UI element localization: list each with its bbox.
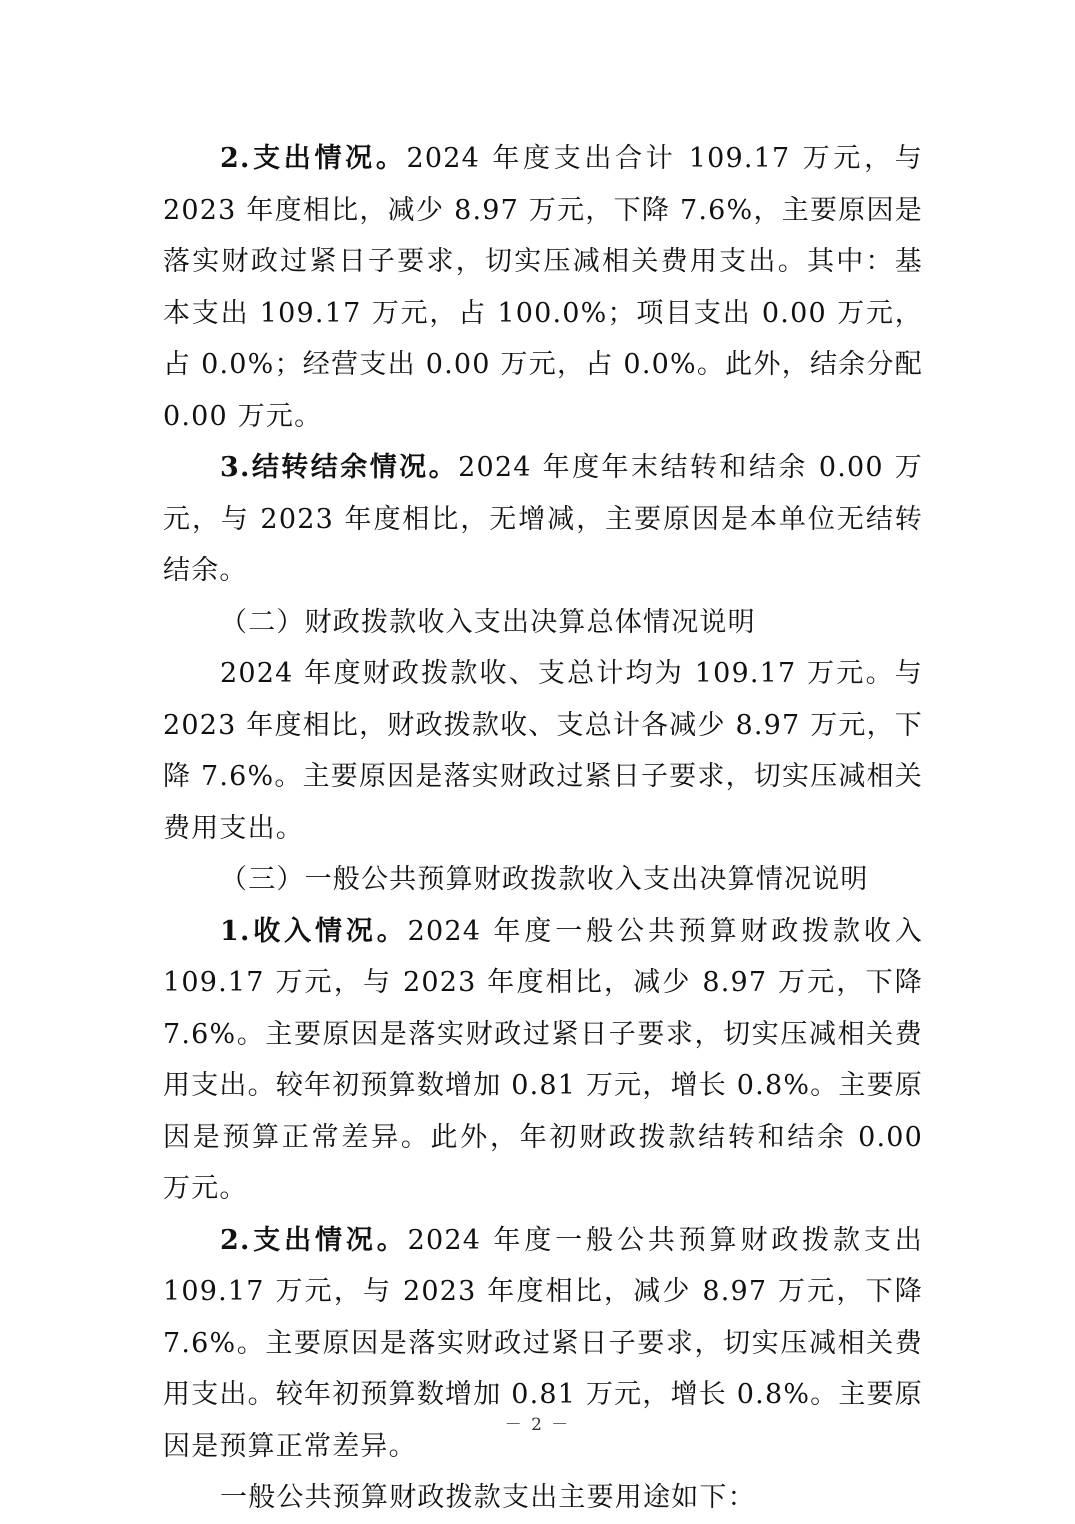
page-number: － 2 － (504, 1415, 571, 1435)
paragraph-fiscal-total: 2024 年度财政拨款收、支总计均为 109.17 万元。与 2023 年度相比，财政拨款收、支总计各减少 8.97 万元，下降 7.6%。主要原因是落实财政过紧日子要求，切实压减相关费用支出。 (163, 658, 923, 844)
paragraph-text: 2024 年度年末结转和结余 0.00 万元，与 2023 年度相比，无增减，主要原因是本单位无结转结余。 (163, 452, 923, 586)
paragraph-text: 2024 年度一般公共预算财政拨款支出 109.17 万元，与 2023 年度相比，减少 8.97 万元，下降 7.6%。主要原因是落实财政过紧日子要求，切实压减相关费用支出。较年初预算数增加 0.81 万元，增长 0.8%。主要原因是预算正常差异。 (163, 1224, 923, 1462)
section-heading-general-budget: （三）一般公共预算财政拨款收入支出决算情况说明 (220, 864, 869, 895)
paragraph-general-income (163, 906, 923, 1215)
paragraph-lead: 3.结转结余情况。 (220, 452, 459, 483)
paragraph-lead: 2.支出情况。 (220, 1224, 408, 1256)
paragraph-text: 2024 年度支出合计 109.17 万元，与 2023 年度相比，减少 8.97 万元，下降 7.6%，主要原因是落实财政过紧日子要求，切实压减相关费用支出。其中：基本支出 109.17 万元，占 100.0%；项目支出 0.00 万元，占 0.0%；经营支出 0.00 万元，占 0.0%。此外，结余分配 0.00 万元。 (163, 143, 923, 432)
document-page (163, 133, 923, 1524)
paragraph-lead: 1.收入情况。 (220, 915, 408, 947)
paragraph-carryover (163, 442, 923, 597)
paragraph-text: 2024 年度一般公共预算财政拨款收入 109.17 万元，与 2023 年度相比，减少 8.97 万元，下降 7.6%。主要原因是落实财政过紧日子要求，切实压减相关费用支出。较年初预算数增加 0.81 万元，增长 0.8%。主要原因是预算正常差异。此外，年初财政拨款结转和结余 0.00 万元。 (163, 915, 923, 1204)
paragraph-expenditure (163, 133, 923, 442)
section-heading-fiscal-total: （二）财政拨款收入支出决算总体情况说明 (220, 606, 756, 638)
paragraph-closing: 一般公共预算财政拨款支出主要用途如下： (220, 1482, 756, 1513)
paragraph-lead: 2.支出情况。 (220, 143, 407, 174)
